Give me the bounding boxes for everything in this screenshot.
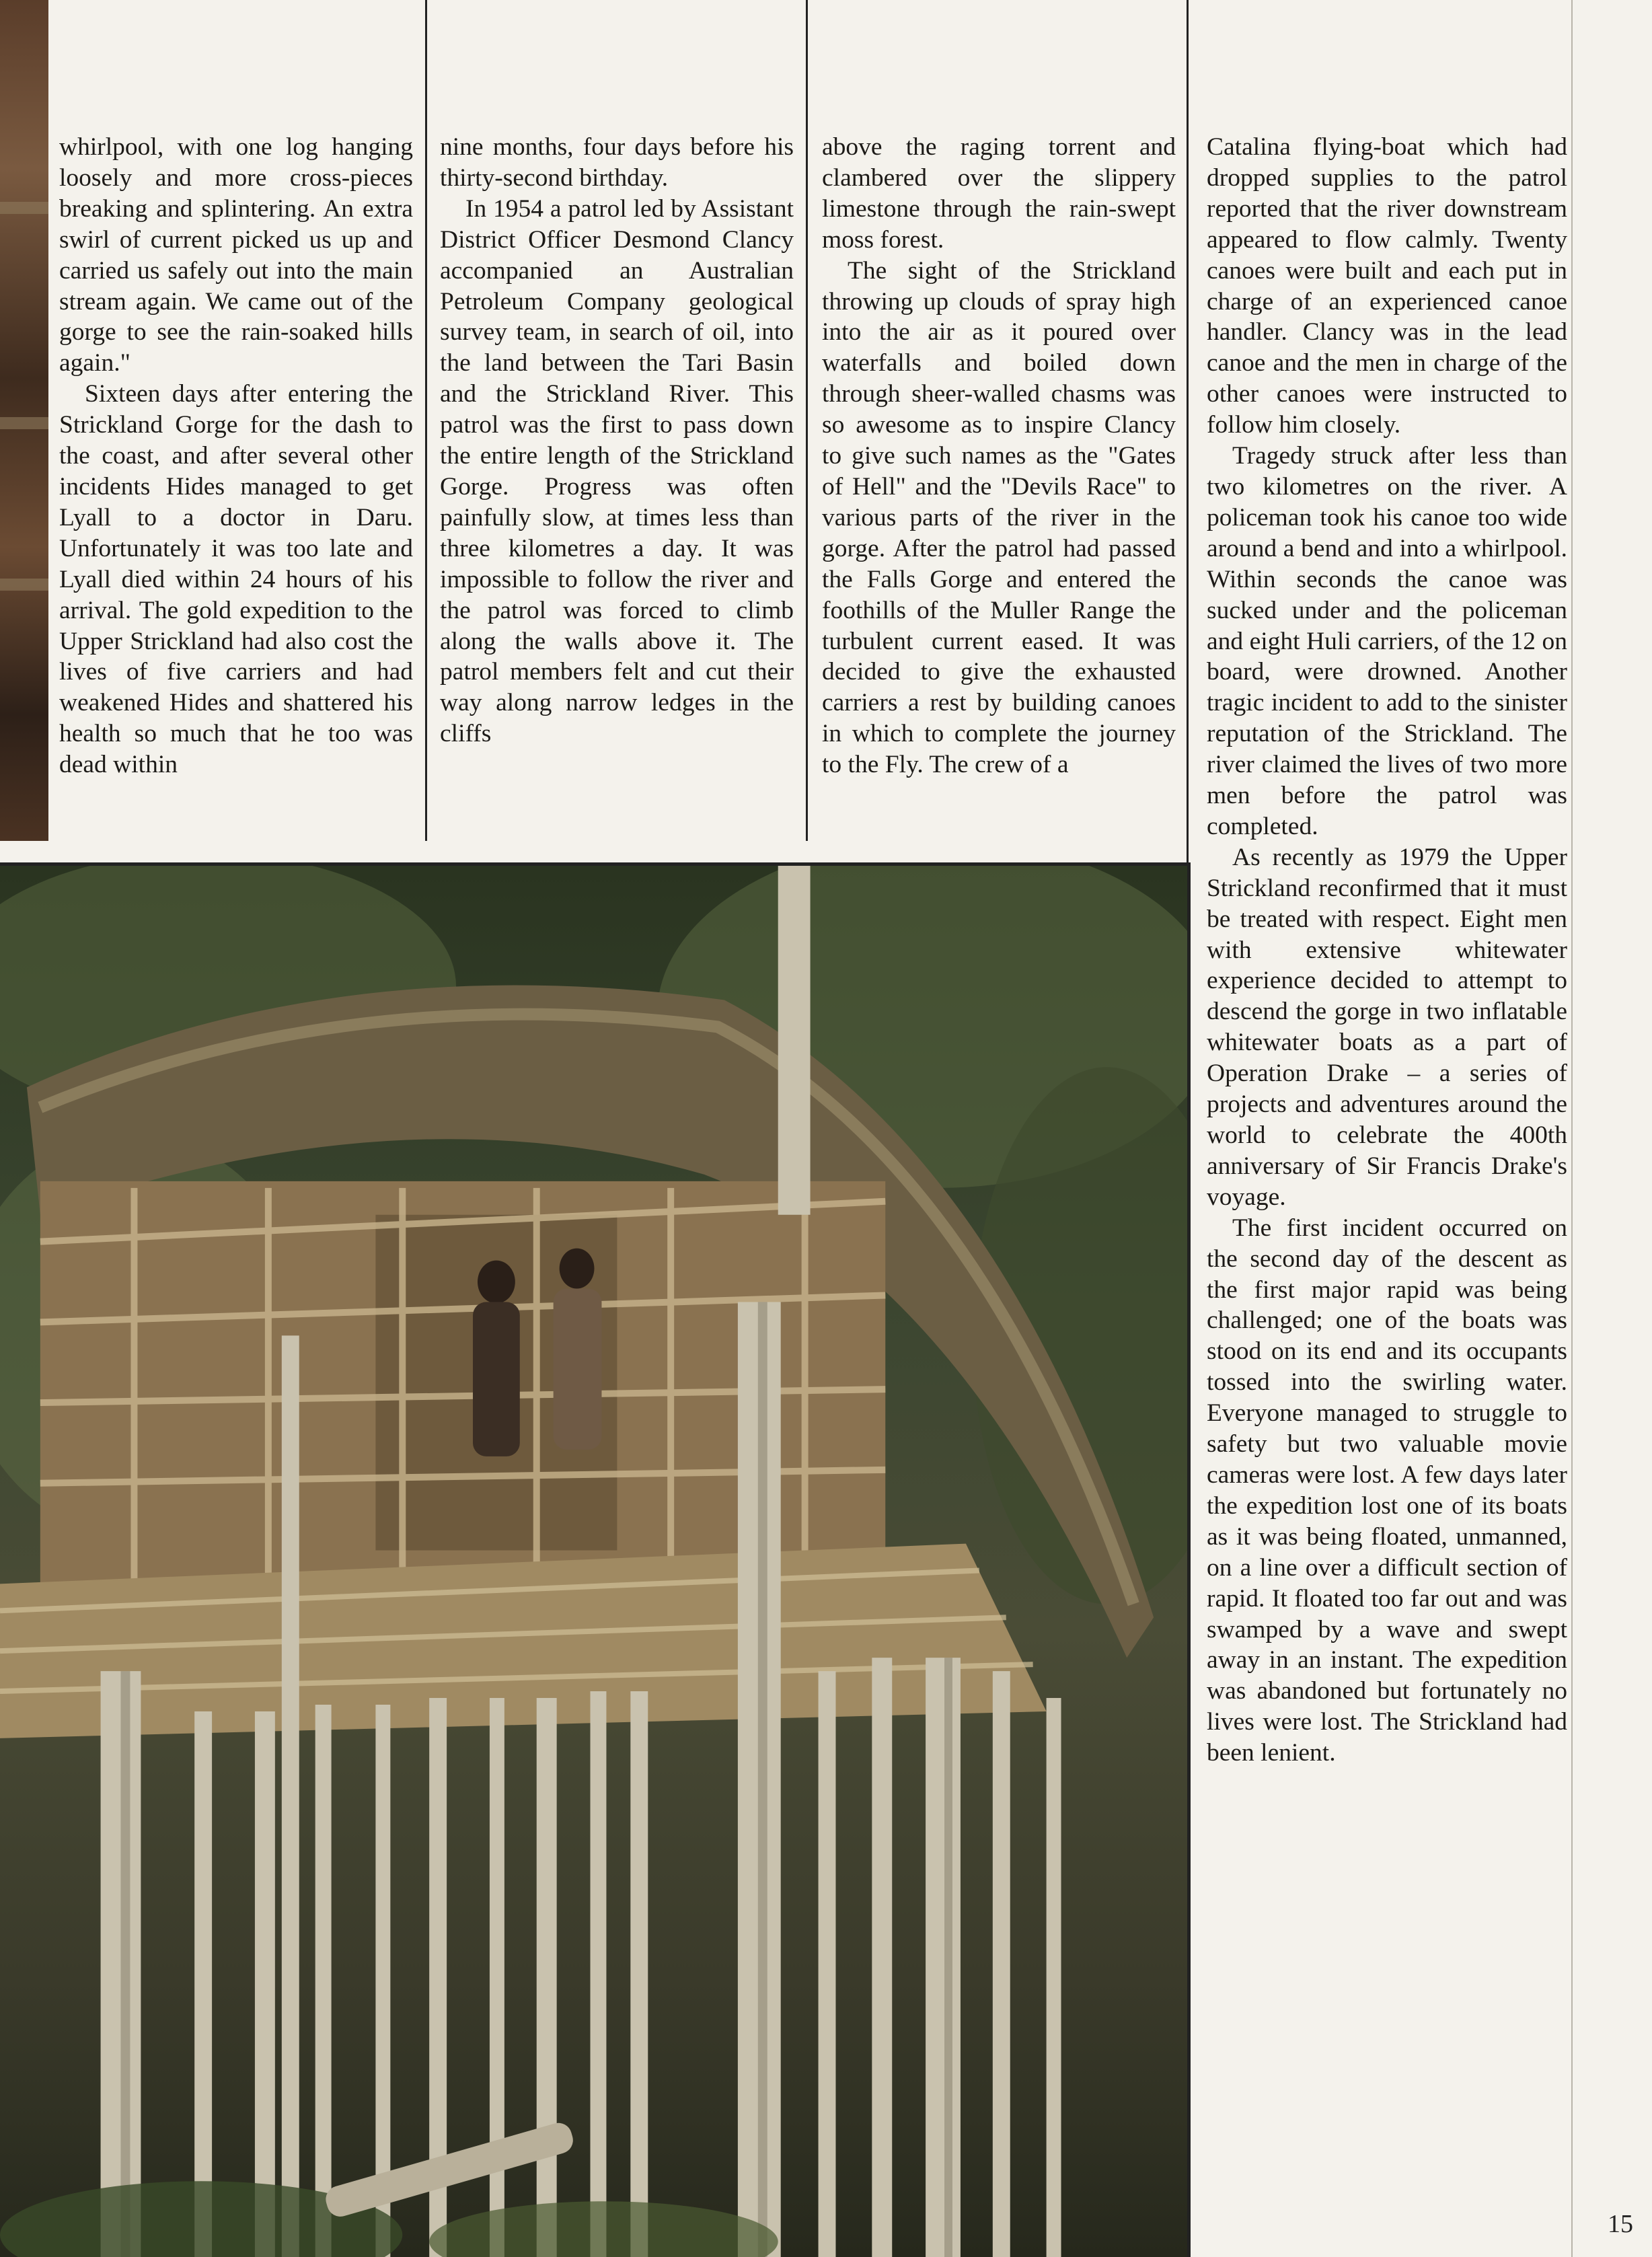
- paragraph: nine months, four days before his thirty-second birthday.: [440, 133, 794, 192]
- column-rule-3: [1187, 0, 1189, 862]
- tree-house-photo: [0, 862, 1191, 2257]
- paragraph: Catalina flying-boat which had dropped supplies to the patrol reported that the river downstream appeared to flow calmly. Twenty canoes were built and each put in charge of an experienced canoe handler. Clancy was in the lead canoe and the men in charge of the other canoes were instructed to follow him closely.: [1207, 133, 1567, 439]
- text-column-1: [59, 132, 413, 780]
- page-edge: [1571, 0, 1573, 2257]
- paragraph: The first incident occurred on the second day of the descent as the first major rapid was being challenged; one of the boats was stood on its end and its occupants tossed into the swirling water. Everyone managed to struggle to safety but two valuable movie cameras were lost. A few days later the expedition lost one of its boats as it was being floated, unmanned, on a line over a difficult section of rapid. It floated too far out and was swamped by a wave and swept away in an instant. The expedition was abandoned but fortunately no lives were lost. The Strickland had been lenient.: [1207, 1214, 1567, 1767]
- paragraph: The sight of the Strickland throwing up clouds of spray high into the air as it poured over waterfalls and boiled down through sheer-walled chasms was so awesome as to inspire Clancy to give such names as the "Gates of Hell" and the "Devils Race" to various parts of the river in the gorge. After the patrol had passed the Falls Gorge and entered the foothills of the Muller Range the turbulent current eased. It was decided to give the exhausted carriers a rest by building canoes in which to complete the journey to the Fly. The crew of a: [822, 256, 1176, 779]
- text-column-4: [1207, 132, 1567, 1769]
- paragraph: above the raging torrent and clambered over the slippery limestone through the rain-swept moss forest.: [822, 133, 1176, 254]
- paragraph: Sixteen days after entering the Strickland Gorge for the dash to the coast, and after several other incidents Hides managed to get Lyall to a doctor in Daru. Unfortunately it was too late and Lyall died within 24 hours of his arrival. The gold expedition to the Upper Strickland had also cost the lives of five carriers and had weakened Hides and shattered his health so much that he too was dead within: [59, 380, 413, 779]
- text-column-2: [440, 132, 794, 749]
- paragraph: Tragedy struck after less than two kilometres on the river. A policeman took his canoe too wide around a bend and into a whirlpool. Within seconds the canoe was sucked under and the policeman and eight Huli carriers, of the 12 on board, were drowned. Another tragic incident to add to the sinister reputation of the Strickland. The river claimed the lives of two more men before the patrol was completed.: [1207, 442, 1567, 840]
- column-rule-2: [806, 0, 808, 841]
- paragraph: As recently as 1979 the Upper Strickland reconfirmed that it must be treated with respect. Eight men with extensive whitewater experience decided to attempt to descend the gorge in two inflatable whitewater boats as a part of Operation Drake – a series of projects and adventures around the world to celebrate the 400th anniversary of Sir Francis Drake's voyage.: [1207, 843, 1567, 1211]
- paragraph: In 1954 a patrol led by Assistant District Officer Desmond Clancy accompanied an Australian Petroleum Company geological survey team, in search of oil, into the land between the Tari Basin and the Strickland River. This patrol was the first to pass down the entire length of the Strickland Gorge. Progress was often painfully slow, at times less than three kilometres a day. It was impossible to follow the river and the patrol was forced to climb along the walls above it. The patrol members felt and cut their way along narrow ledges in the cliffs: [440, 194, 794, 748]
- tree-house-illustration: [0, 866, 1187, 2257]
- page-number: 15: [1608, 2210, 1633, 2238]
- paragraph: whirlpool, with one log hanging loosely and more cross-pieces breaking and splintering. An extra swirl of current picked us up and carried us safely out into the main stream again. We came out of the gorge to see the rain-soaked hills again.": [59, 133, 413, 377]
- column-rule-1: [425, 0, 427, 841]
- left-photo-strip: [0, 0, 48, 841]
- text-column-3: [822, 132, 1176, 780]
